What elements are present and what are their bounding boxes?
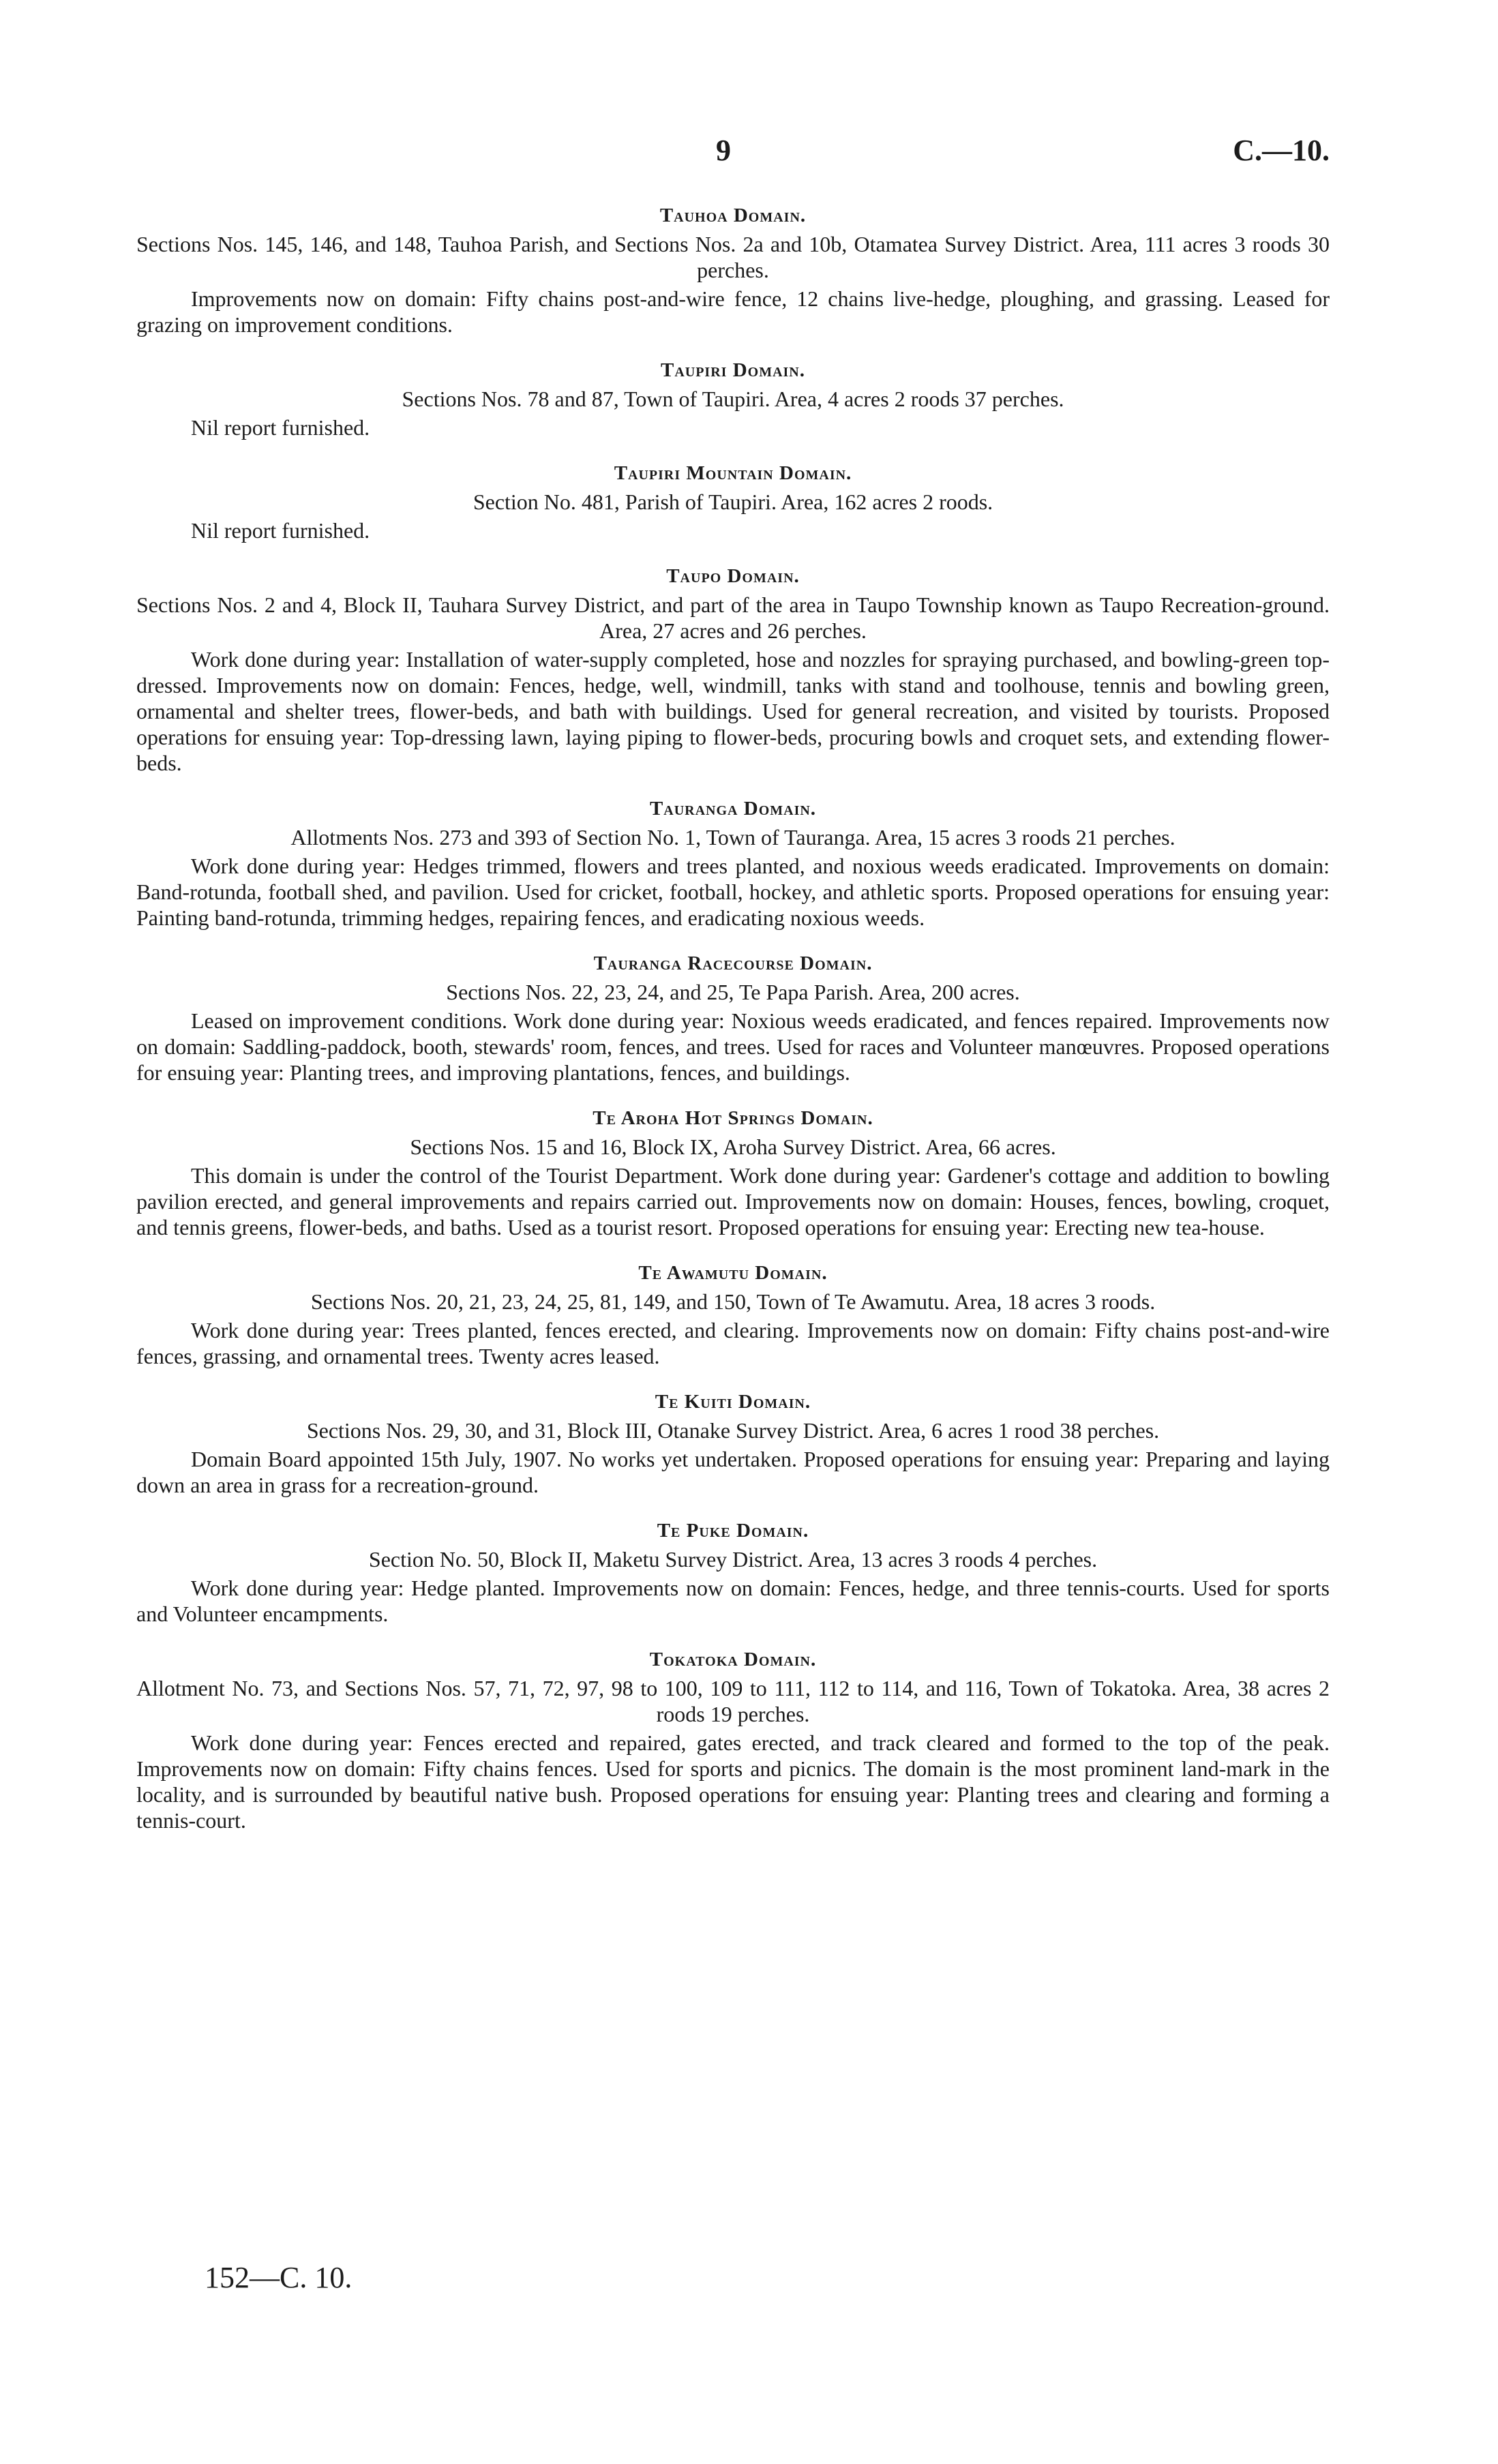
section-title: Tauhoa Domain. bbox=[659, 205, 807, 226]
section-title: Te Awamutu Domain. bbox=[638, 1262, 828, 1284]
section-description: Sections Nos. 29, 30, and 31, Block III, Otanake Survey District. Area, 6 acres 1 rood 38 perches. bbox=[306, 1418, 1160, 1443]
section-paragraph: Nil report furnished. bbox=[191, 518, 370, 543]
section-description: Section No. 481, Parish of Taupiri. Area, 162 acres 2 roods. bbox=[473, 490, 993, 514]
section-description: Sections Nos. 22, 23, 24, and 25, Te Papa Parish. Area, 200 acres. bbox=[446, 980, 1020, 1004]
section-paragraph: Work done during year: Hedge planted. Improvements now on domain: Fences, hedge, and three tennis-courts. Used for sports and Volunteer encampments. bbox=[136, 1576, 1330, 1626]
section-title: Tauranga Domain. bbox=[649, 798, 817, 820]
section-description: Section No. 50, Block II, Maketu Survey District. Area, 13 acres 3 roods 4 perches. bbox=[368, 1547, 1098, 1572]
document-body bbox=[136, 205, 1330, 1855]
section-paragraph: Work done during year: Installation of water-supply completed, hose and nozzles for spraying purchased, and bowling-green top-dressed. Improvements now on domain: Fences, hedge, well, windmill, tanks with stand and toolhouse, tennis and bowling green, ornamental and shelter trees, flower-beds, and bath with buildings. Used for general recreation, and visited by tourists. Proposed operations for ensuing year: Top-dressing lawn, laying piping to flower-beds, procuring bowls and croquet sets, and extending flower-beds. bbox=[136, 647, 1330, 775]
domain-section bbox=[136, 1520, 1330, 1627]
section-title: Taupo Domain. bbox=[666, 565, 800, 587]
domain-section bbox=[136, 565, 1330, 776]
page-header bbox=[136, 133, 1330, 181]
section-paragraph: Improvements now on domain: Fifty chains post-and-wire fence, 12 chains live-hedge, ploughing, and grassing. Leased for grazing on improvement conditions. bbox=[136, 286, 1330, 337]
section-title: Te Aroha Hot Springs Domain. bbox=[593, 1107, 873, 1129]
section-title: Te Puke Domain. bbox=[657, 1520, 809, 1542]
section-title: Taupiri Domain. bbox=[660, 359, 805, 381]
domain-section bbox=[136, 798, 1330, 931]
section-paragraph: Nil report furnished. bbox=[191, 415, 370, 440]
document-page bbox=[136, 0, 1330, 2464]
section-paragraph: Work done during year: Fences erected and repaired, gates erected, and track cleared and formed to the top of the peak. Improvements now on domain: Fifty chains fences. Used for sports and picnics. The domain is the most prominent land-mark in the locality, and is surrounded by beautiful native bush. Proposed operations for ensuing year: Planting trees and clearing and forming a tennis-court. bbox=[136, 1730, 1330, 1833]
document-reference: C.—10. bbox=[1233, 134, 1330, 167]
section-description: Sections Nos. 145, 146, and 148, Tauhoa Parish, and Sections Nos. 2a and 10b, Otamatea Survey District. Area, 111 acres 3 roods 30 perches. bbox=[136, 232, 1330, 282]
section-paragraph: This domain is under the control of the Tourist Department. Work done during year: Gardener's cottage and addition to bowling pavilion erected, and general improvements and repairs carried out. Improvements now on domain: Houses, fences, bowling, croquet, and tennis greens, flower-beds, and baths. Used as a tourist resort. Proposed operations for ensuing year: Erecting new tea-house. bbox=[136, 1163, 1330, 1239]
section-paragraph: Leased on improvement conditions. Work done during year: Noxious weeds eradicated, and fences repaired. Improvements now on domain: Saddling-paddock, booth, stewards' room, fences, and trees. Used for races and Volunteer manœuvres. Proposed operations for ensuing year: Planting trees, and improving plantations, fences, and buildings. bbox=[136, 1008, 1330, 1085]
domain-section bbox=[136, 1649, 1330, 1833]
page-number: 9 bbox=[716, 134, 731, 167]
domain-section bbox=[136, 462, 1330, 543]
section-description: Sections Nos. 20, 21, 23, 24, 25, 81, 149, and 150, Town of Te Awamutu. Area, 18 acres 3 roods. bbox=[310, 1289, 1156, 1314]
domain-section bbox=[136, 359, 1330, 440]
domain-section bbox=[136, 205, 1330, 337]
section-description: Allotments Nos. 273 and 393 of Section No. 1, Town of Tauranga. Area, 15 acres 3 roods 21 perches. bbox=[290, 825, 1175, 850]
section-title: Te Kuiti Domain. bbox=[655, 1391, 811, 1413]
section-paragraph: Work done during year: Hedges trimmed, flowers and trees planted, and noxious weeds eradicated. Improvements on domain: Band-rotunda, football shed, and pavilion. Used for cricket, football, hockey, and athletic sports. Proposed operations for ensuing year: Painting band-rotunda, trimming hedges, repairing fences, and eradicating noxious weeds. bbox=[136, 854, 1330, 930]
section-title: Tokatoka Domain. bbox=[649, 1649, 817, 1670]
section-description: Sections Nos. 78 and 87, Town of Taupiri. Area, 4 acres 2 roods 37 perches. bbox=[402, 387, 1064, 411]
section-title: Tauranga Racecourse Domain. bbox=[593, 952, 873, 974]
section-description: Allotment No. 73, and Sections Nos. 57, 71, 72, 97, 98 to 100, 109 to 111, 112 to 114, and 116, Town of Tokatoka. Area, 38 acres 2 roods 19 perches. bbox=[136, 1676, 1330, 1726]
section-paragraph: Domain Board appointed 15th July, 1907. No works yet undertaken. Proposed operations for ensuing year: Preparing and laying down an area in grass for a recreation-ground. bbox=[136, 1447, 1330, 1497]
domain-section bbox=[136, 952, 1330, 1085]
domain-section bbox=[136, 1262, 1330, 1369]
section-description: Sections Nos. 15 and 16, Block IX, Aroha Survey District. Area, 66 acres. bbox=[410, 1135, 1056, 1159]
domain-section bbox=[136, 1391, 1330, 1498]
domain-section bbox=[136, 1107, 1330, 1240]
section-description: Sections Nos. 2 and 4, Block II, Tauhara Survey District, and part of the area in Taupo Township known as Taupo Recreation-ground. Area, 27 acres and 26 perches. bbox=[136, 592, 1330, 643]
section-paragraph: Work done during year: Trees planted, fences erected, and clearing. Improvements now on domain: Fifty chains post-and-wire fences, grassing, and ornamental trees. Twenty acres leased. bbox=[136, 1318, 1330, 1368]
section-title: Taupiri Mountain Domain. bbox=[614, 462, 852, 484]
printer-signature: 152—C. 10. bbox=[205, 2261, 353, 2294]
